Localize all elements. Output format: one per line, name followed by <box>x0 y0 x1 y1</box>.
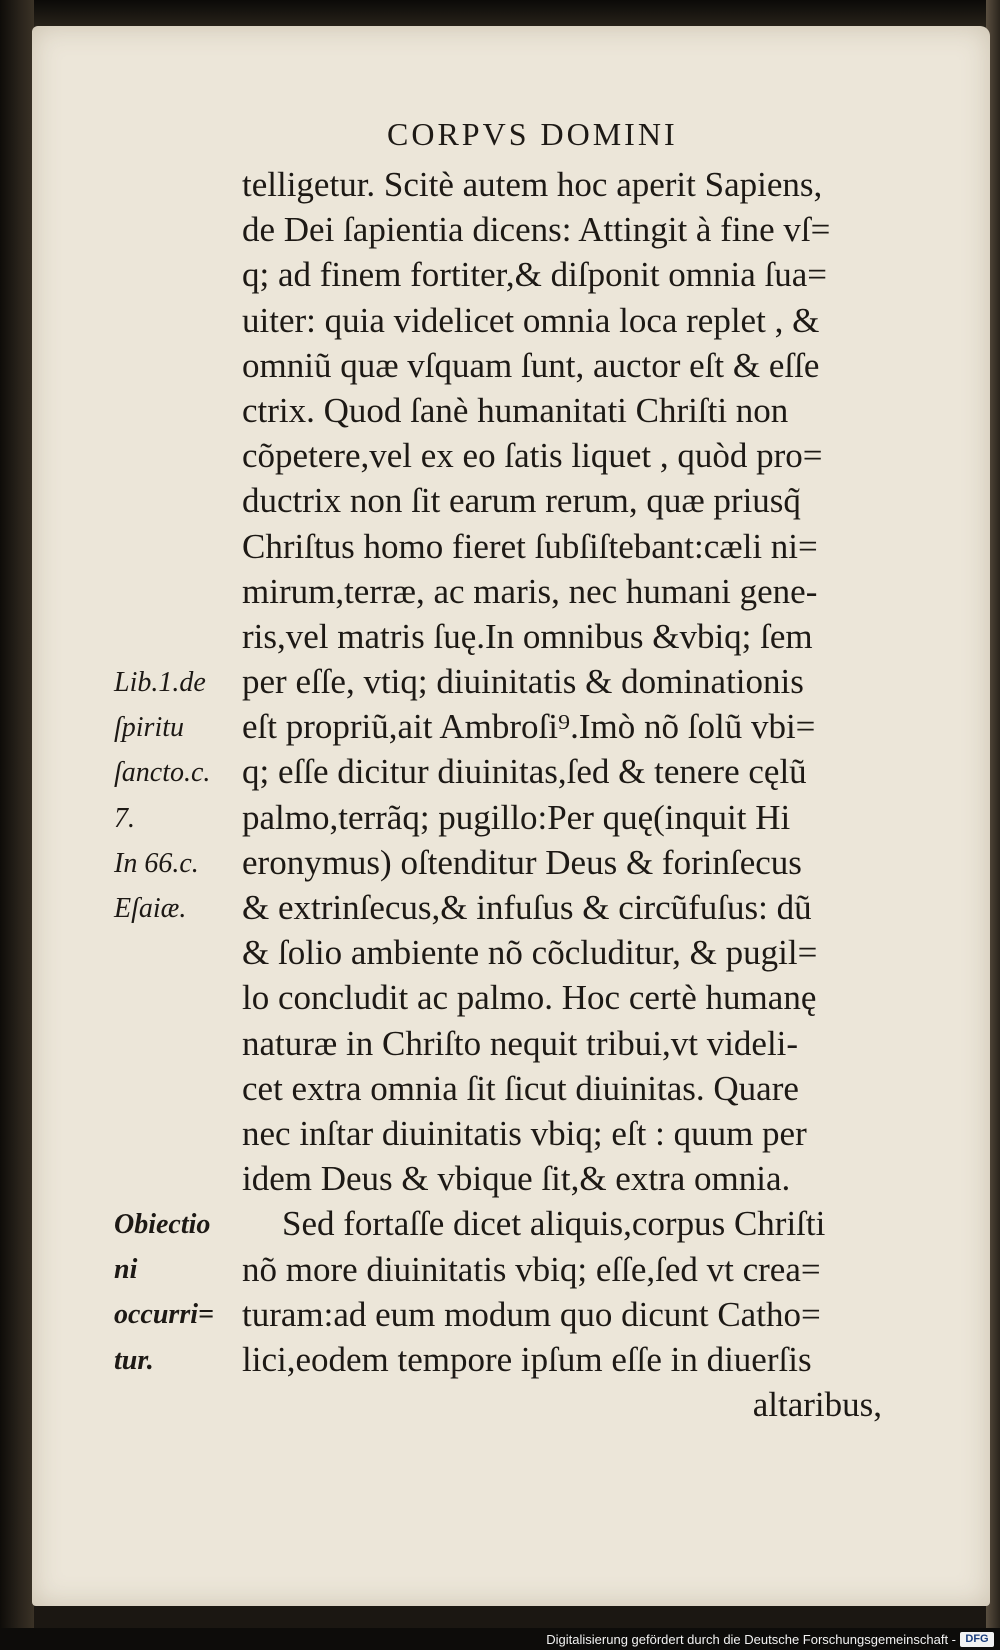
margin-note-line: ſpiritu <box>114 712 185 744</box>
text-line: lici,eodem tempore ipſum eſſe in diuerſis <box>242 1339 812 1379</box>
text-line: lo concludit ac palmo. Hoc certè humanę <box>242 978 817 1018</box>
margin-note-line: Lib.1.de <box>114 667 206 698</box>
text-line: nec inſtar diuinitatis vbiq; eſt : quum per <box>242 1113 807 1153</box>
book-binding-left <box>0 0 34 1650</box>
text-line: turam:ad eum modum quo dicunt Catho= <box>242 1294 821 1334</box>
text-line: ris,vel matris ſuę.In omnibus &vbiq; ſem <box>242 616 813 656</box>
text-line: q; eſſe dicitur diuinitas,ſed & tenere cęlũ <box>242 752 807 792</box>
text-line: naturæ in Chriſto nequit tribui,vt videli- <box>242 1023 799 1063</box>
text-line: idem Deus & vbique ſit,& extra omnia. <box>242 1159 791 1199</box>
margin-note-line: tur. <box>114 1344 154 1376</box>
text-line: ductrix non ſit earum rerum, quæ priusq̃ <box>242 481 801 521</box>
margin-note-line: Obiectio <box>114 1209 211 1240</box>
catchword: altaribus, <box>752 1385 882 1425</box>
margin-note-line: occurri= <box>114 1299 214 1331</box>
text-line: & ſolio ambiente nõ cõcluditur, & pugil= <box>242 933 818 973</box>
margin-note-line: ſancto.c. <box>114 757 211 789</box>
margin-note-line: Eſaiæ. <box>114 892 187 924</box>
text-line: palmo,terrãq; pugillo:Per quę(inquit Hi <box>242 797 791 837</box>
margin-note-line: ni <box>114 1254 138 1286</box>
margin-note-objection <box>114 1202 242 1383</box>
margin-note-line: 7. <box>114 802 135 834</box>
text-line: ctrix. Quod ſanè humanitati Chriſti non <box>242 390 789 430</box>
funding-credit: Digitalisierung gefördert durch die Deutsche Forschungsgemeinschaft - <box>546 1632 956 1647</box>
text-line: eronymus) oſtenditur Deus & forinſecus <box>242 842 802 882</box>
text-line: Sed fortaſſe dicet aliquis,corpus Chriſti <box>282 1204 826 1244</box>
margin-note-line: In 66.c. <box>114 847 199 879</box>
digitization-footer <box>0 1628 1000 1650</box>
book-page <box>32 26 990 1606</box>
text-line: mirum,terræ, ac maris, nec humani gene- <box>242 571 818 611</box>
dfg-logo: DFG <box>960 1632 994 1647</box>
text-line: nõ more diuinitatis vbiq; eſſe,ſed vt crea= <box>242 1249 821 1289</box>
text-line: per eſſe, vtiq; diuinitatis & dominationis <box>242 662 804 702</box>
margin-note-reference <box>114 660 242 931</box>
text-line: omniũ quæ vſquam ſunt, auctor eſt & eſſe <box>242 345 820 385</box>
text-line: q; ad finem fortiter,& diſponit omnia ſua= <box>242 255 828 295</box>
text-line: uiter: quia videlicet omnia loca replet , & <box>242 300 820 340</box>
text-line: telligetur. Scitè autem hoc aperit Sapiens, <box>242 165 823 204</box>
text-line: cõpetere,vel ex eo ſatis liquet , quòd pro= <box>242 436 823 476</box>
text-line: de Dei ſapientia dicens: Attingit à fine vſ= <box>242 210 831 250</box>
text-line: cet extra omnia ſit ſicut diuinitas. Quare <box>242 1068 799 1108</box>
text-line: Chriſtus homo fieret ſubſiſtebant:cæli ni= <box>242 526 818 566</box>
main-text-block <box>242 162 942 1427</box>
text-line: & extrinſecus,& infuſus & circũfuſus: dũ <box>242 888 812 927</box>
text-line: eſt propriũ,ait Ambroſi⁹.Imò nõ ſolũ vbi= <box>242 707 816 747</box>
running-head: CORPVS DOMINI <box>387 116 678 152</box>
